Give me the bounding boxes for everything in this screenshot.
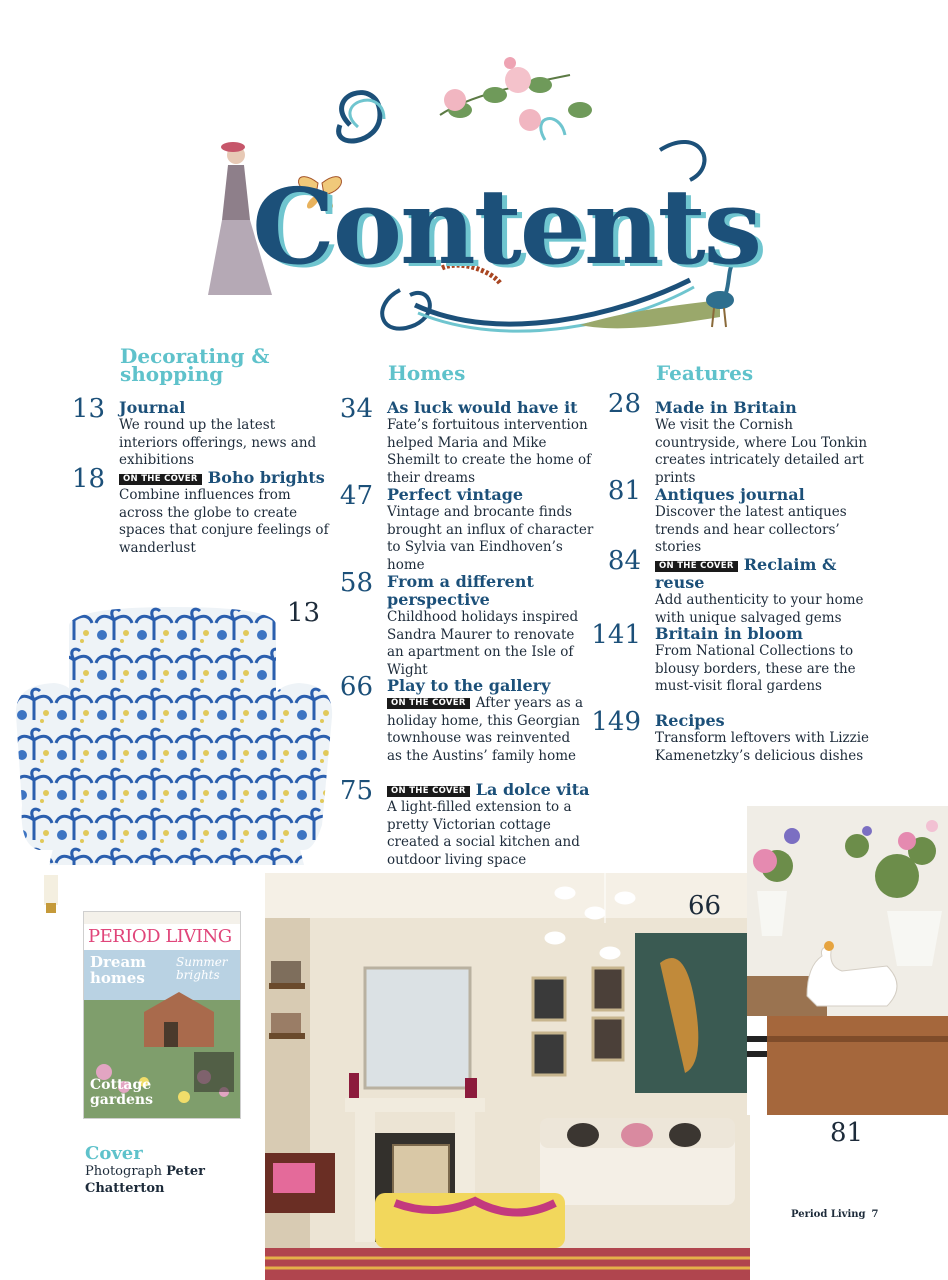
entry-title: As luck would have it [387,398,578,417]
entry-title: From a different perspective [387,572,534,609]
entry-description: Discover the latest antiques trends and hear collectors’ stories [655,504,847,555]
entry-made-in-britain[interactable] [607,389,870,487]
contents-title: Contents [252,165,761,288]
entry-title: Reclaim & reuse [655,555,837,592]
on-the-cover-badge: ON THE COVER [119,474,202,485]
cover-thumb-masthead: PERIOD LIVING [88,926,232,947]
entry-title: Made in Britain [655,398,797,417]
contents-masthead [200,55,760,340]
swan-vase-photo[interactable] [747,806,948,1115]
entry-description: We visit the Cornish countryside, where Lou Tonkin creates intricately detailed art prints [655,417,868,486]
entry-description: Combine influences from across the globe to create spaces that conjure feelings of wanderlust [119,487,329,556]
section-homes: Homes [388,361,466,385]
swirl-flourish-top [541,119,565,140]
entry-journal[interactable] [71,394,329,470]
cover-credit-photographer: Peter Chatterton [85,1164,205,1196]
entry-title: Britain in bloom [655,624,803,643]
entry-title: Journal [119,398,186,417]
entry-page-number: 81 [607,476,641,506]
entry-as-luck-would-have-it[interactable] [339,394,599,487]
entry-page-number: 66 [339,672,373,702]
section-decorating-shopping: Decorating & shopping [120,344,270,386]
cover-credit [85,1163,235,1197]
entry-description: From National Collections to blousy borders, these are the must-visit floral gardens [655,643,856,694]
section-features: Features [656,361,754,385]
vase-page-tag: 81 [830,1118,864,1148]
rose-spray-illustration [440,57,592,131]
entry-description: Vintage and brocante finds brought an influx of character to Sylvia van Eindhoven’s home [387,504,594,573]
entry-page-number: 84 [607,546,641,576]
folio-page-number: 7 [871,1209,879,1220]
entry-page-number: 141 [591,620,641,650]
entry-title: Play to the gallery [387,676,551,695]
entry-title: Perfect vintage [387,485,524,504]
entry-title: Recipes [655,711,725,730]
entry-from-a-different-perspective[interactable] [339,568,587,679]
page-folio [791,1209,879,1220]
entry-page-number: 149 [591,707,641,737]
on-the-cover-badge: ON THE COVER [387,786,470,797]
entry-play-to-the-gallery[interactable] [339,672,587,765]
entry-description: Transform leftovers with Lizzie Kamenetzky’s delicious dishes [655,730,870,764]
entry-antiques-journal[interactable] [607,476,870,557]
entry-title: La dolce vita [475,780,590,799]
entry-la-dolce-vita[interactable] [339,776,602,869]
cover-thumb-headline-dream-homes: Dream homes [90,953,147,987]
entry-page-number: 18 [71,464,105,494]
entry-page-number: 58 [339,568,373,598]
entry-page-number: 75 [339,776,373,806]
entry-description: Fate’s fortuitous intervention helped Maria and Mike Shemilt to create the home of their dreams [387,417,592,486]
entry-boho-brights[interactable] [71,464,329,557]
entry-description: After years as a holiday home, this Georgian townhouse was reinvented as the Austins’ family home [387,695,584,764]
cover-thumb-headline-cottage-gardens: Cottage gardens [90,1077,153,1108]
entry-page-number: 13 [71,394,105,424]
on-the-cover-badge: ON THE COVER [387,698,470,709]
magazine-cover-thumbnail[interactable] [83,911,241,1119]
living-room-photo[interactable] [265,873,750,1280]
room-page-tag: 66 [688,891,722,921]
on-the-cover-badge: ON THE COVER [655,561,738,572]
entry-page-number: 47 [339,481,373,511]
cover-credit-prefix: Photograph [85,1164,162,1179]
folio-magazine-name: Period Living [791,1209,866,1220]
entry-description: Add authenticity to your home with unique salvaged gems [655,592,864,626]
entry-description: We round up the latest interiors offerings, news and exhibitions [119,417,317,468]
entry-britain-in-bloom[interactable] [591,620,870,696]
entry-title: Antiques journal [655,485,805,504]
entry-reclaim-reuse[interactable] [607,546,870,627]
entry-page-number: 28 [607,389,641,419]
entry-perfect-vintage[interactable] [339,481,599,574]
entry-title: Boho brights [207,468,325,487]
cover-label: Cover [85,1143,143,1164]
cover-thumb-headline-summer-brights: Summer brights [176,955,228,982]
entry-description: Childhood holidays inspired Sandra Maurer to renovate an apartment on the Isle of Wight [387,609,579,678]
entry-page-number: 34 [339,394,373,424]
entry-recipes[interactable] [591,707,870,765]
entry-description: A light-filled extension to a pretty Victorian cottage created a social kitchen and outdoor living space [387,799,580,868]
chair-page-tag: 13 [287,598,321,628]
